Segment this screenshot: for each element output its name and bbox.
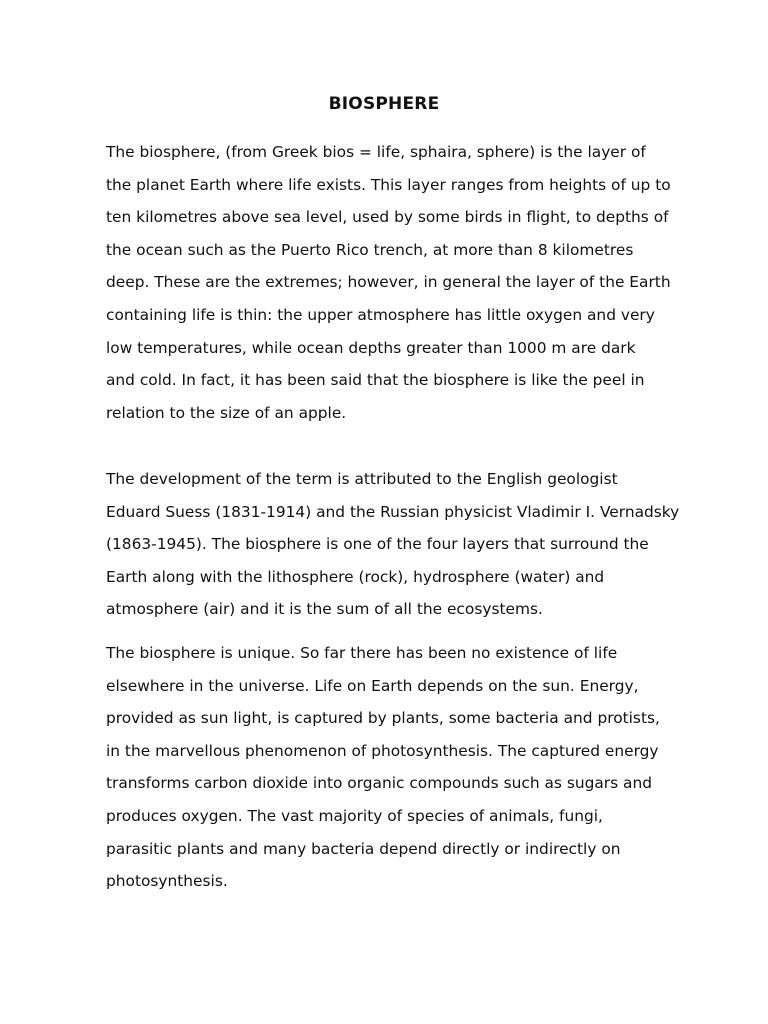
- text-line: atmosphere (air) and it is the sum of all the ecosystems.: [106, 600, 543, 619]
- paragraph-uniqueness: [106, 637, 666, 898]
- text-line: in the marvellous phenomenon of photosynthesis. The captured energy: [106, 741, 659, 760]
- paragraph-term-origin: [106, 463, 680, 626]
- paragraph-intro: [106, 136, 671, 429]
- text-line: The biosphere, (from Greek bios = life, sphaira, sphere) is the layer of: [106, 143, 646, 161]
- text-line: Eduard Suess (1831-1914) and the Russian physicist Vladimir I. Vernadsky: [106, 502, 680, 521]
- text-line: photosynthesis.: [106, 872, 228, 891]
- text-line: elsewhere in the universe. Life on Earth depends on the sun. Energy,: [106, 676, 639, 695]
- text-line: The biosphere is unique. So far there has been no existence of life: [106, 644, 618, 662]
- text-line: produces oxygen. The vast majority of species of animals, fungi,: [106, 806, 603, 825]
- text-line: ten kilometres above sea level, used by some birds in flight, to depths of: [106, 208, 669, 227]
- text-line: the planet Earth where life exists. This layer ranges from heights of up to: [106, 175, 671, 194]
- text-line: transforms carbon dioxide into organic compounds such as sugars and: [106, 774, 652, 793]
- document-title: BIOSPHERE: [328, 94, 440, 114]
- text-line: relation to the size of an apple.: [106, 403, 347, 422]
- text-line: and cold. In fact, it has been said that the biosphere is like the peel in: [106, 371, 645, 390]
- text-line: parasitic plants and many bacteria depend directly or indirectly on: [106, 839, 621, 858]
- text-line: The development of the term is attributed to the English geologist: [106, 470, 618, 488]
- text-line: low temperatures, while ocean depths greater than 1000 m are dark: [106, 338, 636, 357]
- text-line: Earth along with the lithosphere (rock), hydrosphere (water) and: [106, 567, 605, 586]
- text-line: the ocean such as the Puerto Rico trench, at more than 8 kilometres: [106, 240, 634, 259]
- text-line: provided as sun light, is captured by plants, some bacteria and protists,: [106, 709, 660, 728]
- text-line: containing life is thin: the upper atmosphere has little oxygen and very: [106, 305, 655, 324]
- text-line: (1863-1945). The biosphere is one of the four layers that surround the: [106, 535, 649, 554]
- text-line: deep. These are the extremes; however, in general the layer of the Earth: [106, 273, 671, 292]
